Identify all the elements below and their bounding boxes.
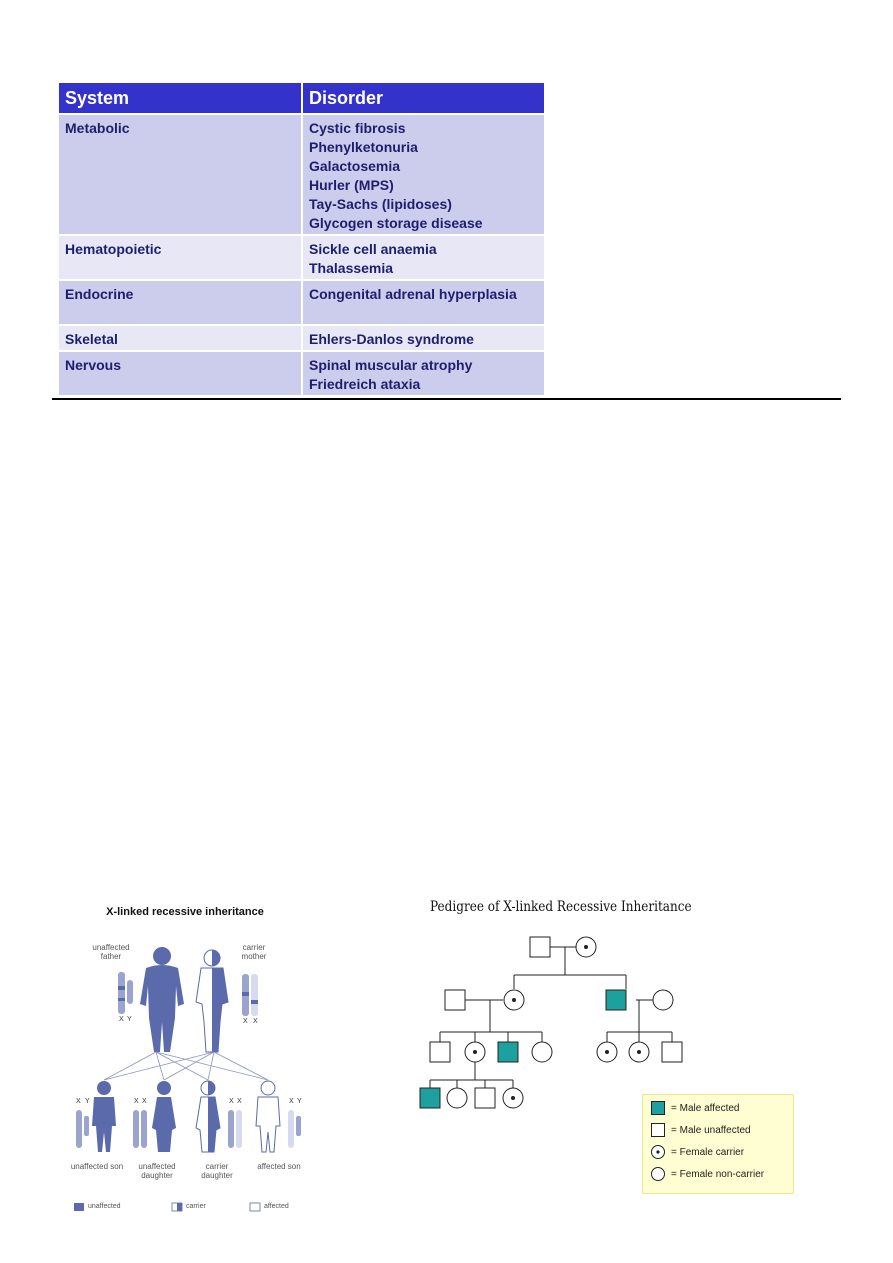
disorder-item: Glycogen storage disease (309, 215, 483, 231)
disorder-cell (302, 325, 544, 351)
chromosome-x-label: X (253, 1018, 258, 1025)
header-disorder: Disorder (302, 83, 544, 114)
male-unaffected (530, 937, 550, 957)
father-silhouette (140, 947, 184, 1052)
chromosome-y-label: Y (297, 1098, 302, 1105)
pedigree-legend (642, 1094, 794, 1194)
label-carrier-mother: carrier mother (241, 943, 267, 961)
disorder-item: Friedreich ataxia (309, 376, 421, 392)
disorder-cell (302, 351, 544, 396)
legend-label: = Male affected (671, 1103, 740, 1114)
child-carrier-daughter (196, 1081, 242, 1152)
legend-unaffected: unaffected (88, 1203, 121, 1210)
child-affected-son (256, 1081, 301, 1152)
open-circle-icon (651, 1167, 665, 1181)
table-row (59, 325, 544, 351)
system-cell: Skeletal (59, 325, 302, 351)
legend-affected: affected (264, 1203, 289, 1210)
table-row (59, 280, 544, 325)
chromosome-x-label: X (243, 1018, 248, 1025)
female-non-carrier (653, 990, 673, 1010)
system-cell: Metabolic (59, 114, 302, 235)
filled-square-icon (651, 1101, 665, 1115)
system-cell: Hematopoietic (59, 235, 302, 280)
header-system: System (59, 83, 302, 114)
disorder-item: Cystic fibrosis (309, 120, 406, 136)
xlinked-inheritance-figure (60, 900, 310, 1220)
male-unaffected (475, 1088, 495, 1108)
pedigree-title: Pedigree of X-linked Recessive Inheritance (430, 899, 692, 915)
pedigree-figure (410, 895, 810, 1205)
table-row (59, 114, 544, 235)
chromosome-y-label: Y (85, 1098, 90, 1105)
disorder-item: Ehlers-Danlos syndrome (309, 331, 474, 347)
male-affected (498, 1042, 518, 1062)
disorder-item: Phenylketonuria (309, 139, 418, 155)
disorder-item: Galactosemia (309, 158, 401, 174)
legend-label: = Female non-carrier (671, 1169, 765, 1180)
inheritance-lines (104, 1052, 268, 1080)
chromosome-x-label: X (76, 1098, 81, 1105)
male-affected (420, 1088, 440, 1108)
disorder-cell (302, 235, 544, 280)
chromosome-y-label: Y (127, 1016, 132, 1023)
disorder-cell (302, 114, 544, 235)
disorder-item: Tay-Sachs (lipidoses) (309, 196, 452, 212)
table-header-row (59, 83, 544, 114)
table-row (59, 351, 544, 396)
child-unaffected-daughter (133, 1081, 176, 1152)
label-unaffected-father: unaffected father (92, 943, 130, 961)
legend-carrier: carrier (186, 1203, 206, 1210)
disorder-cell (302, 280, 544, 325)
mother-chromosomes (242, 974, 258, 1016)
chromosome-x-label: X (134, 1098, 139, 1105)
system-cell: Nervous (59, 351, 302, 396)
disorder-item: Congenital adrenal hyperplasia (309, 286, 517, 302)
chromosome-x-label: X (289, 1098, 294, 1105)
female-non-carrier (447, 1088, 467, 1108)
label-affected-son: affected son (257, 1162, 301, 1171)
disorder-item: Spinal muscular atrophy (309, 357, 473, 373)
legend-label: = Female carrier (671, 1147, 745, 1158)
label-unaffected-daughter: unaffected daughter (138, 1162, 176, 1180)
chromosome-x-label: X (229, 1098, 234, 1105)
male-unaffected (662, 1042, 682, 1062)
chromosome-x-label: X (142, 1098, 147, 1105)
label-unaffected-son: unaffected son (70, 1162, 124, 1171)
label-carrier-daughter: carrier daughter (201, 1162, 233, 1180)
table-row (59, 235, 544, 280)
male-unaffected (445, 990, 465, 1010)
father-chromosomes (118, 972, 133, 1014)
female-non-carrier (532, 1042, 552, 1062)
system-cell: Endocrine (59, 280, 302, 325)
mother-silhouette (196, 950, 228, 1052)
horizontal-divider (52, 398, 841, 400)
disorder-item: Sickle cell anaemia (309, 241, 437, 257)
dotted-circle-icon (651, 1145, 665, 1159)
child-unaffected-son (76, 1081, 116, 1152)
figure-title: X-linked recessive inheritance (106, 906, 264, 918)
male-affected (606, 990, 626, 1010)
open-square-icon (651, 1123, 665, 1137)
legend-label: = Male unaffected (671, 1125, 751, 1136)
disorder-item: Thalassemia (309, 260, 394, 276)
disorder-table (59, 83, 544, 397)
male-unaffected (430, 1042, 450, 1062)
chromosome-x-label: X (119, 1016, 124, 1023)
pedigree-lines (430, 947, 672, 1088)
disorder-item: Hurler (MPS) (309, 177, 394, 193)
chromosome-x-label: X (237, 1098, 242, 1105)
